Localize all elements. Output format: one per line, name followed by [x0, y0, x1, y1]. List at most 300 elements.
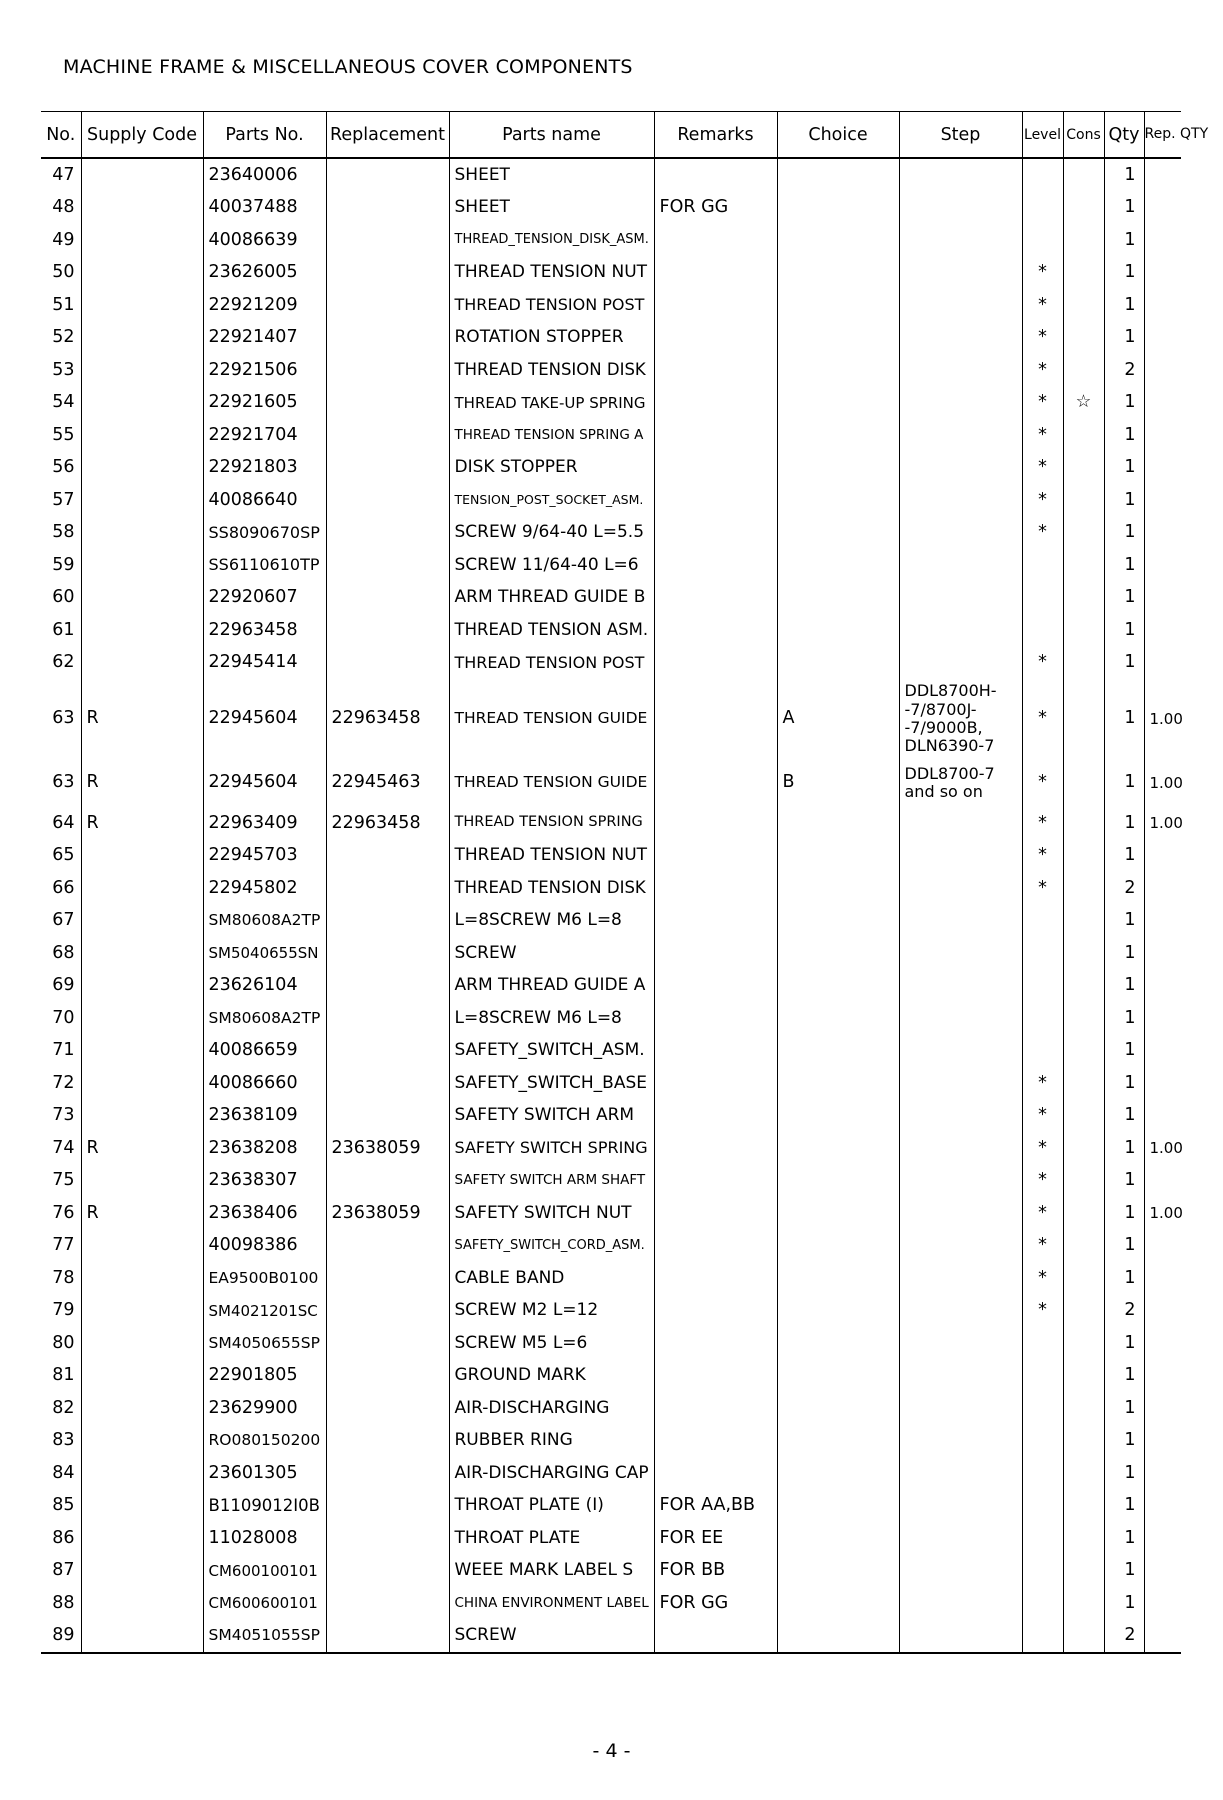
- cell-remarks: [654, 582, 777, 615]
- cell-supply-code: [81, 1295, 203, 1328]
- cell-replacement: [326, 387, 449, 420]
- cell-rep-qty: [1144, 582, 1181, 615]
- cell-remarks: [654, 517, 777, 550]
- cell-parts-name: CHINA ENVIRONMENT LABEL: [449, 1587, 654, 1620]
- cell-cons: [1063, 1230, 1104, 1263]
- cell-parts-name: THREAD TENSION GUIDE: [449, 679, 654, 759]
- cell-no: 53: [52, 359, 75, 380]
- cell-level: *: [1022, 807, 1063, 840]
- cell-level: [1022, 1360, 1063, 1393]
- cell-rep-qty: [1144, 1490, 1181, 1523]
- cell-remarks: [654, 1327, 777, 1360]
- cell-supply-code: [81, 1522, 203, 1555]
- cell-no: 75: [52, 1170, 75, 1191]
- cell-rep-qty: [1144, 158, 1181, 192]
- cell-parts-no: 40098386: [203, 1230, 326, 1263]
- cell-parts-name: SCREW: [449, 937, 654, 970]
- cell-cons: [1063, 1262, 1104, 1295]
- cell-replacement: [326, 614, 449, 647]
- cell-no: 85: [52, 1495, 75, 1516]
- cell-remarks: [654, 1295, 777, 1328]
- cell-parts-name: ARM THREAD GUIDE B: [449, 582, 654, 615]
- cell-level: *: [1022, 840, 1063, 873]
- cell-supply-code: [81, 1360, 203, 1393]
- table-row: [41, 224, 1181, 257]
- cell-supply-code: [81, 614, 203, 647]
- cell-replacement: 22963458: [326, 807, 449, 840]
- cell-parts-no: 22921704: [203, 419, 326, 452]
- cell-parts-no: 23626005: [203, 257, 326, 290]
- cell-step: [899, 937, 1022, 970]
- cell-cons: [1063, 1002, 1104, 1035]
- cell-remarks: [654, 1132, 777, 1165]
- cell-supply-code: [81, 905, 203, 938]
- cell-replacement: [326, 224, 449, 257]
- cell-choice: B: [777, 759, 899, 807]
- cell-supply-code: [81, 387, 203, 420]
- table-row: [41, 1100, 1181, 1133]
- cell-qty: 1: [1104, 614, 1144, 647]
- cell-parts-name: L=8SCREW M6 L=8: [449, 1002, 654, 1035]
- cell-parts-no: SM4021201SC: [203, 1295, 326, 1328]
- cell-qty: 2: [1104, 1295, 1144, 1328]
- cell-supply-code: R: [81, 759, 203, 807]
- cell-replacement: 22945463: [326, 759, 449, 807]
- cell-level: *: [1022, 419, 1063, 452]
- cell-remarks: [654, 452, 777, 485]
- cell-parts-no: 22945703: [203, 840, 326, 873]
- cell-parts-no: 22921506: [203, 354, 326, 387]
- cell-step: [899, 807, 1022, 840]
- cell-rep-qty: [1144, 1392, 1181, 1425]
- cell-no: 71: [52, 1040, 75, 1061]
- cell-step: [899, 647, 1022, 680]
- cell-parts-name: SAFETY SWITCH ARM SHAFT: [449, 1165, 654, 1198]
- cell-level: *: [1022, 387, 1063, 420]
- cell-rep-qty: [1144, 1620, 1181, 1654]
- cell-qty: 1: [1104, 1327, 1144, 1360]
- cell-choice: [777, 387, 899, 420]
- cell-qty: 1: [1104, 759, 1144, 807]
- cell-level: [1022, 1620, 1063, 1654]
- cell-replacement: [326, 1490, 449, 1523]
- cell-parts-name: CABLE BAND: [449, 1262, 654, 1295]
- cell-choice: [777, 1522, 899, 1555]
- cell-choice: [777, 647, 899, 680]
- cell-qty: 1: [1104, 840, 1144, 873]
- cell-no: 59: [52, 554, 75, 575]
- cell-remarks: [654, 1620, 777, 1654]
- cell-no: 87: [52, 1560, 75, 1581]
- cell-choice: [777, 1100, 899, 1133]
- cell-remarks: FOR AA,BB: [654, 1490, 777, 1523]
- cell-choice: [777, 1067, 899, 1100]
- cell-qty: 1: [1104, 257, 1144, 290]
- cell-supply-code: [81, 1620, 203, 1654]
- cell-cons: [1063, 1555, 1104, 1588]
- cell-parts-name: THROAT PLATE: [449, 1522, 654, 1555]
- cell-parts-no: 22901805: [203, 1360, 326, 1393]
- cell-supply-code: [81, 1067, 203, 1100]
- cell-step: [899, 1165, 1022, 1198]
- cell-replacement: [326, 1067, 449, 1100]
- cell-level: *: [1022, 1197, 1063, 1230]
- cell-cons: [1063, 289, 1104, 322]
- cell-replacement: [326, 549, 449, 582]
- cell-cons: [1063, 192, 1104, 225]
- cell-replacement: [326, 1360, 449, 1393]
- cell-choice: [777, 905, 899, 938]
- cell-qty: 2: [1104, 354, 1144, 387]
- cell-parts-name: THREAD TENSION NUT: [449, 840, 654, 873]
- cell-choice: [777, 1587, 899, 1620]
- cell-supply-code: [81, 1262, 203, 1295]
- cell-rep-qty: [1144, 614, 1181, 647]
- cell-cons: [1063, 322, 1104, 355]
- column-header-cons: Cons: [1063, 112, 1104, 159]
- cell-no: 72: [52, 1072, 75, 1093]
- cell-remarks: [654, 840, 777, 873]
- cell-step: [899, 158, 1022, 192]
- cell-step: [899, 1295, 1022, 1328]
- cell-level: [1022, 1035, 1063, 1068]
- cell-replacement: [326, 1295, 449, 1328]
- cell-qty: 1: [1104, 1555, 1144, 1588]
- cell-no: 68: [52, 942, 75, 963]
- cell-qty: 1: [1104, 970, 1144, 1003]
- cell-no: 55: [52, 424, 75, 445]
- table-row: [41, 289, 1181, 322]
- cell-level: [1022, 158, 1063, 192]
- cell-level: *: [1022, 1295, 1063, 1328]
- cell-replacement: [326, 937, 449, 970]
- table-row: [41, 322, 1181, 355]
- cell-cons: [1063, 549, 1104, 582]
- cell-choice: [777, 354, 899, 387]
- cell-supply-code: [81, 224, 203, 257]
- cell-parts-no: 11028008: [203, 1522, 326, 1555]
- cell-parts-name: THREAD TENSION SPRING A: [449, 419, 654, 452]
- cell-supply-code: [81, 419, 203, 452]
- cell-step: [899, 289, 1022, 322]
- cell-replacement: [326, 1425, 449, 1458]
- cell-remarks: FOR GG: [654, 192, 777, 225]
- cell-step: [899, 1457, 1022, 1490]
- cell-no: 51: [52, 294, 75, 315]
- cell-cons: [1063, 872, 1104, 905]
- cell-supply-code: [81, 1327, 203, 1360]
- table-row: [41, 807, 1181, 840]
- cell-parts-no: SM4051055SP: [203, 1620, 326, 1654]
- table-row: [41, 1587, 1181, 1620]
- cell-step: [899, 452, 1022, 485]
- cell-supply-code: [81, 354, 203, 387]
- cell-cons: [1063, 1035, 1104, 1068]
- cell-step: [899, 517, 1022, 550]
- cell-step: [899, 1100, 1022, 1133]
- cell-cons: [1063, 1197, 1104, 1230]
- cell-parts-no: 23638307: [203, 1165, 326, 1198]
- column-header-replacement: Replacement: [326, 112, 449, 159]
- cell-no: 63: [52, 708, 75, 729]
- cell-parts-name: THREAD TAKE-UP SPRING: [449, 387, 654, 420]
- cell-parts-name: THREAD TENSION DISK: [449, 354, 654, 387]
- cell-supply-code: [81, 517, 203, 550]
- cell-choice: [777, 484, 899, 517]
- cell-parts-name: SAFETY SWITCH ARM: [449, 1100, 654, 1133]
- cell-rep-qty: [1144, 1360, 1181, 1393]
- cell-qty: 1: [1104, 1360, 1144, 1393]
- cell-rep-qty: [1144, 1100, 1181, 1133]
- cell-replacement: 22963458: [326, 679, 449, 759]
- cell-parts-no: SS6110610TP: [203, 549, 326, 582]
- cell-parts-no: CM600600101: [203, 1587, 326, 1620]
- cell-choice: [777, 1035, 899, 1068]
- cell-level: *: [1022, 484, 1063, 517]
- cell-choice: [777, 322, 899, 355]
- cell-no: 80: [52, 1332, 75, 1353]
- cell-level: [1022, 1392, 1063, 1425]
- cell-step: [899, 484, 1022, 517]
- cell-parts-name: SHEET: [449, 158, 654, 192]
- cell-level: [1022, 614, 1063, 647]
- cell-replacement: [326, 289, 449, 322]
- cell-replacement: [326, 1035, 449, 1068]
- table-row: [41, 1522, 1181, 1555]
- cell-parts-no: 22921803: [203, 452, 326, 485]
- cell-choice: [777, 1392, 899, 1425]
- cell-rep-qty: [1144, 1295, 1181, 1328]
- cell-parts-name: SCREW M2 L=12: [449, 1295, 654, 1328]
- cell-step: [899, 1262, 1022, 1295]
- cell-cons: ☆: [1063, 387, 1104, 420]
- table-row: [41, 1197, 1181, 1230]
- cell-parts-no: 23638406: [203, 1197, 326, 1230]
- cell-parts-no: SM80608A2TP: [203, 1002, 326, 1035]
- table-row: [41, 158, 1181, 192]
- cell-supply-code: [81, 1100, 203, 1133]
- cell-no: 76: [52, 1202, 75, 1223]
- cell-parts-no: 23601305: [203, 1457, 326, 1490]
- table-row: [41, 1295, 1181, 1328]
- cell-parts-name: SAFETY SWITCH SPRING: [449, 1132, 654, 1165]
- cell-rep-qty: [1144, 1587, 1181, 1620]
- cell-parts-name: L=8SCREW M6 L=8: [449, 905, 654, 938]
- cell-supply-code: [81, 582, 203, 615]
- table-row: [41, 1165, 1181, 1198]
- cell-level: *: [1022, 1132, 1063, 1165]
- cell-parts-no: 23640006: [203, 158, 326, 192]
- cell-rep-qty: 1.00: [1144, 679, 1181, 759]
- cell-level: *: [1022, 1262, 1063, 1295]
- cell-level: *: [1022, 1067, 1063, 1100]
- cell-remarks: [654, 807, 777, 840]
- table-row: [41, 905, 1181, 938]
- cell-rep-qty: [1144, 1425, 1181, 1458]
- cell-remarks: [654, 759, 777, 807]
- cell-rep-qty: [1144, 1327, 1181, 1360]
- cell-parts-name: GROUND MARK: [449, 1360, 654, 1393]
- table-row: [41, 582, 1181, 615]
- cell-level: *: [1022, 872, 1063, 905]
- cell-level: *: [1022, 1230, 1063, 1263]
- cell-cons: [1063, 1295, 1104, 1328]
- cell-step: [899, 257, 1022, 290]
- cell-level: [1022, 582, 1063, 615]
- cell-parts-name: THREAD TENSION SPRING: [449, 807, 654, 840]
- cell-parts-name: THREAD TENSION POST: [449, 647, 654, 680]
- cell-replacement: [326, 192, 449, 225]
- cell-replacement: 23638059: [326, 1197, 449, 1230]
- cell-parts-name: THREAD TENSION ASM.: [449, 614, 654, 647]
- cell-step: [899, 1490, 1022, 1523]
- cell-replacement: [326, 1230, 449, 1263]
- cell-qty: 1: [1104, 452, 1144, 485]
- cell-no: 73: [52, 1105, 75, 1126]
- cell-level: [1022, 1002, 1063, 1035]
- cell-level: *: [1022, 452, 1063, 485]
- cell-qty: 1: [1104, 1392, 1144, 1425]
- cell-no: 61: [52, 619, 75, 640]
- cell-qty: 1: [1104, 224, 1144, 257]
- cell-no: 82: [52, 1397, 75, 1418]
- cell-supply-code: [81, 289, 203, 322]
- cell-level: [1022, 905, 1063, 938]
- cell-cons: [1063, 354, 1104, 387]
- cell-step: [899, 1425, 1022, 1458]
- cell-step: [899, 419, 1022, 452]
- cell-step: [899, 614, 1022, 647]
- cell-level: *: [1022, 1165, 1063, 1198]
- cell-no: 86: [52, 1527, 75, 1548]
- cell-step: [899, 582, 1022, 615]
- cell-cons: [1063, 759, 1104, 807]
- cell-no: 57: [52, 489, 75, 510]
- table-row: [41, 1457, 1181, 1490]
- table-row: [41, 1262, 1181, 1295]
- cell-remarks: [654, 158, 777, 192]
- column-header-no: No.: [41, 112, 81, 159]
- cell-qty: 1: [1104, 289, 1144, 322]
- cell-remarks: [654, 1197, 777, 1230]
- table-row: [41, 1230, 1181, 1263]
- cell-step: DDL8700H--7/8700J--7/9000B, DLN6390-7: [899, 679, 1022, 759]
- cell-choice: [777, 1197, 899, 1230]
- cell-rep-qty: [1144, 419, 1181, 452]
- cell-parts-name: THROAT PLATE (I): [449, 1490, 654, 1523]
- table-row: [41, 1555, 1181, 1588]
- cell-cons: [1063, 647, 1104, 680]
- cell-choice: [777, 582, 899, 615]
- cell-remarks: [654, 1360, 777, 1393]
- cell-no: 49: [52, 229, 75, 250]
- cell-cons: [1063, 614, 1104, 647]
- cell-rep-qty: [1144, 517, 1181, 550]
- cell-rep-qty: [1144, 1522, 1181, 1555]
- cell-parts-name: THREAD TENSION GUIDE: [449, 759, 654, 807]
- cell-rep-qty: 1.00: [1144, 759, 1181, 807]
- cell-step: [899, 1555, 1022, 1588]
- cell-remarks: [654, 289, 777, 322]
- cell-remarks: [654, 484, 777, 517]
- table-row: [41, 257, 1181, 290]
- cell-choice: [777, 257, 899, 290]
- cell-replacement: [326, 158, 449, 192]
- cell-no: 54: [52, 392, 75, 413]
- cell-qty: 1: [1104, 1262, 1144, 1295]
- column-header-level: Level: [1022, 112, 1063, 159]
- cell-qty: 1: [1104, 937, 1144, 970]
- cell-step: [899, 1327, 1022, 1360]
- table-row: [41, 759, 1181, 807]
- cell-supply-code: [81, 452, 203, 485]
- cell-rep-qty: [1144, 484, 1181, 517]
- cell-supply-code: [81, 1035, 203, 1068]
- cell-supply-code: [81, 937, 203, 970]
- cell-parts-name: SAFETY_SWITCH_BASE: [449, 1067, 654, 1100]
- cell-step: [899, 1002, 1022, 1035]
- cell-cons: [1063, 452, 1104, 485]
- cell-choice: [777, 452, 899, 485]
- cell-remarks: [654, 1457, 777, 1490]
- table-row: [41, 1392, 1181, 1425]
- cell-rep-qty: [1144, 1165, 1181, 1198]
- cell-replacement: [326, 1327, 449, 1360]
- cell-qty: 1: [1104, 387, 1144, 420]
- cell-level: [1022, 1490, 1063, 1523]
- cell-qty: 1: [1104, 679, 1144, 759]
- cell-replacement: [326, 1262, 449, 1295]
- cell-no: 70: [52, 1007, 75, 1028]
- cell-remarks: [654, 1230, 777, 1263]
- cell-qty: 1: [1104, 1425, 1144, 1458]
- cell-step: [899, 1230, 1022, 1263]
- cell-level: [1022, 549, 1063, 582]
- cell-step: [899, 549, 1022, 582]
- cell-choice: [777, 158, 899, 192]
- cell-remarks: [654, 647, 777, 680]
- cell-replacement: [326, 582, 449, 615]
- cell-qty: 1: [1104, 1230, 1144, 1263]
- cell-cons: [1063, 1425, 1104, 1458]
- cell-cons: [1063, 937, 1104, 970]
- cell-parts-no: 40086659: [203, 1035, 326, 1068]
- cell-qty: 1: [1104, 1490, 1144, 1523]
- cell-replacement: [326, 354, 449, 387]
- cell-replacement: [326, 419, 449, 452]
- cell-level: [1022, 1457, 1063, 1490]
- cell-parts-no: EA9500B0100: [203, 1262, 326, 1295]
- cell-cons: [1063, 257, 1104, 290]
- cell-replacement: [326, 840, 449, 873]
- cell-cons: [1063, 1392, 1104, 1425]
- cell-no: 48: [52, 197, 75, 218]
- cell-cons: [1063, 1327, 1104, 1360]
- cell-remarks: [654, 322, 777, 355]
- parts-table: [41, 111, 1209, 1654]
- cell-supply-code: R: [81, 807, 203, 840]
- cell-parts-no: 22945604: [203, 679, 326, 759]
- cell-step: [899, 1360, 1022, 1393]
- cell-rep-qty: [1144, 937, 1181, 970]
- cell-supply-code: R: [81, 1132, 203, 1165]
- cell-parts-name: ROTATION STOPPER: [449, 322, 654, 355]
- cell-qty: 1: [1104, 1067, 1144, 1100]
- cell-rep-qty: 1.00: [1144, 1132, 1181, 1165]
- cell-replacement: [326, 1002, 449, 1035]
- cell-step: [899, 970, 1022, 1003]
- cell-level: *: [1022, 759, 1063, 807]
